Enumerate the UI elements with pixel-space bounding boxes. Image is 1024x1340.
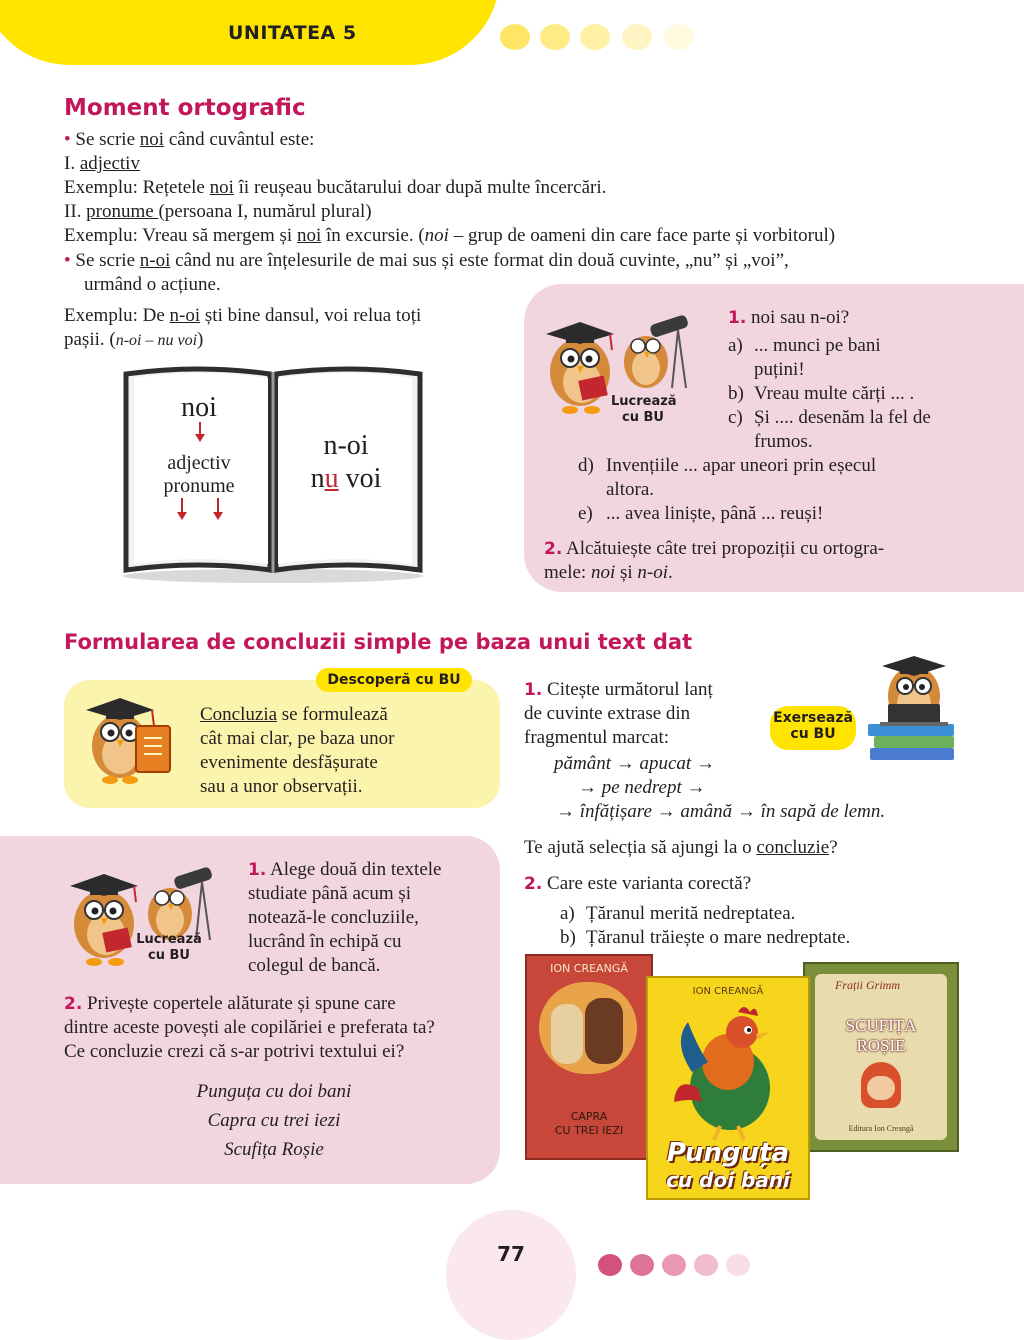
owl-laptop-illustration <box>860 654 970 772</box>
discover-text: Concluzia se formulează cât mai clar, pe baza unor evenimente desfășurate sau a unor observații. <box>200 704 395 797</box>
header-dots <box>500 24 700 54</box>
story-title-1: Punguța cu doi bani <box>196 1081 352 1102</box>
box1-answer-d: d) Invențiile ... apar uneori prin eșecul altora. <box>578 455 877 500</box>
cover-capra-cu-trei-iezi <box>525 954 653 1160</box>
box2-question-1: 1. Alege două din textele studiate până acum și notează-le concluziile, lucrând în echipă cu colegul de bancă. <box>248 859 442 976</box>
cover-punguta-title-2: cu doi bani <box>666 1168 790 1192</box>
story-title-3: Scufița Roșie <box>224 1139 324 1160</box>
story-title-2: Capra cu trei iezi <box>207 1110 341 1131</box>
book-right-word: n-oi <box>323 430 369 461</box>
exercise-answer-a: a) Țăranul merită nedreptatea. <box>560 903 796 924</box>
rule-1: • Se scrie noi când cuvântul este: <box>64 129 315 150</box>
cover-capra-title-1: CAPRA <box>570 1110 608 1123</box>
book-right-nu-voi: nu voi <box>310 463 382 494</box>
cover-capra-title-2: CU TREI IEZI <box>554 1124 624 1137</box>
lucreaza-cu-bu-badge-1: Lucrează cu BU <box>611 394 677 425</box>
cover-scufita-title-1: SCUFIȚA <box>845 1016 917 1035</box>
example-1: Exemplu: Rețetele noi îi reușeau bucătarului doar după multe încercări. <box>64 177 607 198</box>
book-left-pronume: pronume <box>163 475 235 497</box>
example-3: Exemplu: De n-oi ști bine dansul, voi relua toți <box>64 305 422 326</box>
descopera-cu-bu-badge: Descoperă cu BU <box>316 668 472 692</box>
box1-answer-a: a) ... munci pe bani puțini! <box>728 335 881 380</box>
word-chain-3: → înfățișare → amână → în sapă de lemn. <box>556 801 886 822</box>
cover-punguta-title-1: Punguța <box>666 1138 790 1168</box>
cover-capra-author: ION CREANGĂ <box>550 962 628 975</box>
cover-punguta-author: ION CREANGĂ <box>692 986 764 997</box>
box1-answer-e: e) ... avea liniște, până ... reuși! <box>578 503 824 524</box>
unit-label: UNITATEA 5 <box>228 22 357 44</box>
exercise-selection-question: Te ajută selecția să ajungi la o concluzie? <box>524 837 838 858</box>
cover-scufita-author: Frații Grimm <box>835 978 901 992</box>
rule-1-pronume: II. pronume (persoana I, numărul plural) <box>64 201 372 222</box>
exercise-answer-b: b) Țăranul trăiește o mare nedreptate. <box>560 927 851 948</box>
word-chain-2: → pe nedrept → <box>578 777 706 798</box>
lucreaza-cu-bu-badge-2: Lucrează cu BU <box>136 932 202 963</box>
box1-question-1: 1. noi sau n-oi? <box>728 307 850 328</box>
box2-question-2: 2. Privește copertele alăturate și spune care dintre aceste povești ale copilăriei e preferata ta? Ce concluzie crezi că s-ar potrivi textului ei? <box>64 993 435 1062</box>
footer-bubble <box>446 1210 576 1340</box>
owl-book-illustration <box>74 690 194 790</box>
cover-punguta-cu-doi-bani <box>646 976 810 1200</box>
box1-answer-c: c) Și .... desenăm la fel de frumos. <box>728 407 931 452</box>
book-left-adjectiv: adjectiv <box>167 452 231 474</box>
cover-scufita-publisher: Editura Ion Creangă <box>848 1124 914 1133</box>
rule-2: • Se scrie n-oi când nu are înțelesurile de mai sus și este format din două cuvinte, „nu” și „voi”, <box>64 250 789 271</box>
exerseaza-cu-bu-badge: Exersează cu BU <box>770 706 856 750</box>
box1-answer-b: b) Vreau multe cărți ... . <box>728 383 915 404</box>
footer-dots <box>598 1254 758 1278</box>
example-2: Exemplu: Vreau să mergem și noi în excursie. (noi – grup de oameni din care face parte și vorbitorul) <box>64 225 836 246</box>
book-left-word: noi <box>181 392 217 423</box>
exercise-question-2: 2. Care este varianta corectă? <box>524 873 752 894</box>
rule-1-adjectiv: I. adjectiv <box>64 153 140 174</box>
page-number: 77 <box>497 1242 525 1266</box>
rule-2-line2: urmând o acțiune. <box>84 274 221 295</box>
section-title-concluzii: Formularea de concluzii simple pe baza unui text dat <box>64 630 693 654</box>
box1-question-2: 2. Alcătuiește câte trei propoziții cu ortogra- mele: noi și n-oi. <box>544 538 885 583</box>
open-book-illustration <box>118 364 428 584</box>
section-title-moment-ortografic: Moment ortografic <box>64 95 306 121</box>
cover-scufita-rosie <box>803 962 959 1152</box>
example-3-line2: pașii. (n-oi – nu voi) <box>64 329 204 350</box>
exercise-question-1: 1. Citește următorul lanț de cuvinte extrase din fragmentul marcat: <box>524 679 713 748</box>
cover-scufita-title-2: ROȘIE <box>856 1036 906 1055</box>
word-chain-1: pământ → apucat → <box>554 753 715 774</box>
